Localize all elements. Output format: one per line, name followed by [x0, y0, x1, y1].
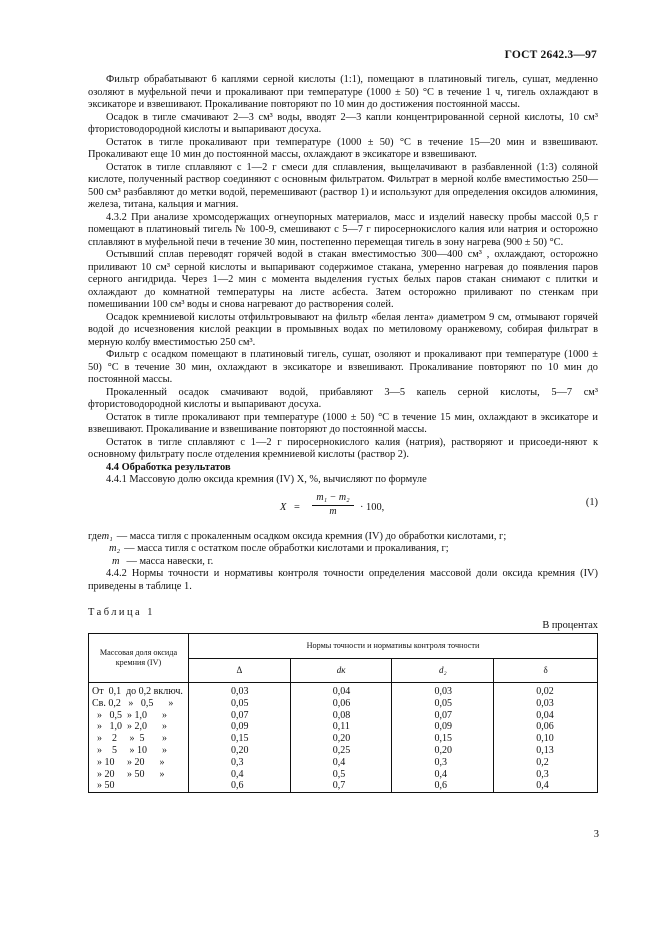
- table-cell-value: 0,2: [494, 757, 598, 769]
- definition-symbol: m: [112, 555, 120, 567]
- paragraph: Остаток в тигле сплавляют с 1—2 г смеси для сплавления, выщелачивают в разбавленной (1:3) соляной кислоте, полученный раствор соединяют с основным фильтратом. Фильтрат в мерной колбе вместимостью 250—500 см³ разбавляют до метки водой, перемешивают (раствор 1) и используют для определения оксидов алюминия, железа, титана, кальция и магния.: [88, 161, 598, 210]
- page-number: 3: [593, 829, 599, 840]
- section-heading: 4.4 Обработка результатов: [106, 461, 231, 473]
- paragraph: Остаток в тигле прокаливают при температуре (1000 ± 50) °С в течение 15 мин, охлаждают в эксикаторе и взвешивают. Прокаливание и взвешивание повторяют до постоянной массы.: [88, 411, 598, 435]
- formula-numerator: m₁ − m₂: [312, 492, 354, 507]
- paragraph: Остаток в тигле сплавляют с 1—2 г пиросернокислого калия (натрия), растворяют и присоеди-няют к основному фильтрату после отделения кремниевой кислоты (раствор 2).: [88, 436, 598, 460]
- table-cell-value: 0,20: [392, 745, 494, 757]
- table-cell-label: » 10 » 20 »: [89, 757, 189, 769]
- table-cell-label: » 1,0 » 2,0 »: [89, 721, 189, 733]
- table-cell-value: 0,06: [494, 721, 598, 733]
- table-cell-value: 0,4: [494, 780, 598, 792]
- table-header-cell: d₂: [392, 658, 494, 683]
- table-cell-value: 0,15: [392, 733, 494, 745]
- table-cell-label: » 0,5 » 1,0 »: [89, 710, 189, 722]
- table-header-cell: dк: [290, 658, 392, 683]
- table-cell-value: 0,04: [290, 683, 392, 698]
- table-cell-value: 0,20: [290, 733, 392, 745]
- formula-equals: =: [294, 501, 300, 513]
- table-cell-value: 0,13: [494, 745, 598, 757]
- definition-text: — масса тигля с прокаленным осадком оксида кремния (IV) до обработки кислотами, г;: [116, 530, 507, 542]
- table-cell-value: 0,08: [290, 710, 392, 722]
- table-row: [89, 745, 598, 757]
- table-row: [89, 683, 598, 698]
- table-row: [89, 769, 598, 781]
- table-cell-value: 0,4: [188, 769, 290, 781]
- paragraph: Остывший сплав переводят горячей водой в стакан вместимостью 300—400 см³ , охлаждают, осторожно приливают 10 см³ серной кислоты и выпаривают содержимое стакана, умеренно нагревая до появления паров серного ангидрида. Через 1—2 мин с момента выделения густых белых паров стакан снимают с плитки и охлаждают до комнатной температуры на листе асбеста. Затем осторожно приливают по стенкам при помешивании 100 см³ воды и снова нагревают до растворения солей.: [88, 249, 598, 310]
- table-header-row: [89, 634, 598, 659]
- table-cell-value: 0,05: [188, 698, 290, 710]
- definition-item: [88, 556, 598, 569]
- definition-item: [88, 543, 598, 556]
- table-cell-label: » 5 » 10 »: [89, 745, 189, 757]
- table-row: [89, 780, 598, 792]
- table-cell-value: 0,4: [392, 769, 494, 781]
- table-group-header: Нормы точности и нормативы контроля точности: [188, 634, 597, 659]
- table-cell-value: 0,15: [188, 733, 290, 745]
- table-cell-value: 0,04: [494, 710, 598, 722]
- formula-lhs: X: [280, 501, 287, 513]
- table-units: В процентах: [542, 619, 598, 631]
- definition-text: — масса тигля с остатком после обработки кислотами и прокаливания, г;: [124, 543, 449, 554]
- table-cell-value: 0,10: [494, 733, 598, 745]
- table-row: [89, 698, 598, 710]
- table-cell-value: 0,03: [392, 683, 494, 698]
- table-cell-value: 0,7: [290, 780, 392, 792]
- definition-item: [88, 531, 598, 544]
- formula-rhs: · 100,: [360, 501, 385, 513]
- definitions-list: [88, 531, 598, 569]
- table-cell-value: 0,3: [188, 757, 290, 769]
- table-cell-value: 0,11: [290, 721, 392, 733]
- table-cell-value: 0,03: [494, 698, 598, 710]
- table-cell-value: 0,05: [392, 698, 494, 710]
- accuracy-table: [88, 633, 598, 793]
- paragraph: Фильтр с осадком помещают в платиновый тигель, сушат, озоляют и прокаливают при температуре (1000 ± 50) °С в течение 30 мин, охлаждают в эксикаторе и взвешивают. Прокаливание повторяют по 10 мин до постоянной массы.: [88, 349, 598, 385]
- table-row: [89, 721, 598, 733]
- paragraph: Осадок кремниевой кислоты отфильтровывают на фильтр «белая лента» диаметром 9 см, отмывают горячей водой до исчезновения кислой реакции в промывных водах по метиловому оранжевому, собирая фильтрат в мерную колбу вместимостью 250 см³.: [88, 311, 598, 348]
- table-title: Таблица 1: [88, 607, 155, 618]
- table-cell-value: 0,6: [392, 780, 494, 792]
- paragraph: Осадок в тигле смачивают 2—3 см³ воды, вводят 2—3 капли концентрированной серной кислоты, 10 см³ фтористоводородной кислоты и выпаривают досуха.: [88, 111, 598, 135]
- table-header-cell: δ: [494, 658, 598, 683]
- table-cell-value: 0,09: [188, 721, 290, 733]
- table-row: [89, 733, 598, 745]
- table-cell-value: 0,5: [290, 769, 392, 781]
- definition-symbol: m₁: [101, 530, 113, 542]
- paragraph: Фильтр обрабатывают 6 каплями серной кислоты (1:1), помещают в платиновый тигель, сушат, медленно озоляют в муфельной печи и прокаливают при температуре (1000 ± 50) °С в течение 1 ч, тигель охлаждают в эксикаторе и взвешивают. Прокаливание повторяют по 10 мин до достижения постоянной массы.: [88, 74, 598, 110]
- document-header: ГОСТ 2642.3—97: [504, 49, 597, 61]
- table-cell-label: От 0,1 до 0,2 включ.: [89, 683, 189, 698]
- document-body: [88, 74, 598, 793]
- paragraph: Остаток в тигле прокаливают при температуре (1000 ± 50) °С в течение 15—20 мин и взвешивают. Прокаливают еще 10 мин до постоянной массы, охлаждают в эксикаторе и взвешивают.: [88, 136, 598, 160]
- formula-number: (1): [585, 496, 598, 508]
- table-cell-label: » 50: [89, 780, 189, 792]
- table-row: [89, 710, 598, 722]
- definition-text: — масса навески, г.: [126, 555, 214, 567]
- paragraph: 4.4.1 Массовую долю оксида кремния (IV) X, %, вычисляют по формуле: [106, 474, 427, 485]
- table-cell-value: 0,6: [188, 780, 290, 792]
- table-cell-label: » 2 » 5 »: [89, 733, 189, 745]
- table-cell-value: 0,06: [290, 698, 392, 710]
- table-cell-value: 0,03: [188, 683, 290, 698]
- table-cell-value: 0,4: [290, 757, 392, 769]
- formula-denominator: m: [329, 506, 337, 517]
- formula-fraction: [312, 492, 354, 519]
- paragraph: 4.3.2 При анализе хромсодержащих огнеупорных материалов, масс и изделий навеску пробы массой 0,5 г помещают в платиновый тигель № 100-9, смешивают с 5—7 г пиросернокислого калия или натрия и осторожно сплавляют в муфельной печи в течение 30 мин, постепенно перемещая тигель в зону нагрева (900 ± 50) °С.: [88, 211, 598, 248]
- table-cell-value: 0,3: [494, 769, 598, 781]
- paragraph: Прокаленный осадок смачивают водой, прибавляют 3—5 капель серной кислоты, 5—7 см³ фтористоводородной кислоты и выпаривают досуха.: [88, 386, 598, 410]
- table-row: [89, 757, 598, 769]
- table-header-cell: Δ: [188, 658, 290, 683]
- paragraph: 4.4.2 Нормы точности и нормативы контроля точности определения массовой доли оксида кремния (IV) приведены в таблице 1.: [88, 568, 598, 592]
- table-cell-value: 0,20: [188, 745, 290, 757]
- table-cell-label: Св. 0,2 » 0,5 »: [89, 698, 189, 710]
- table-body: [89, 683, 598, 793]
- table-cell-value: 0,07: [392, 710, 494, 722]
- table-cell-value: 0,02: [494, 683, 598, 698]
- definition-prefix: где: [88, 530, 102, 542]
- table-cell-value: 0,3: [392, 757, 494, 769]
- table-cell-value: 0,25: [290, 745, 392, 757]
- table-header-cell: Массовая доля оксида кремния (IV): [89, 634, 189, 683]
- table-cell-label: » 20 » 50 »: [89, 769, 189, 781]
- definition-symbol: m₂: [109, 543, 121, 554]
- table-cell-value: 0,09: [392, 721, 494, 733]
- formula: [88, 489, 598, 529]
- table-cell-value: 0,07: [188, 710, 290, 722]
